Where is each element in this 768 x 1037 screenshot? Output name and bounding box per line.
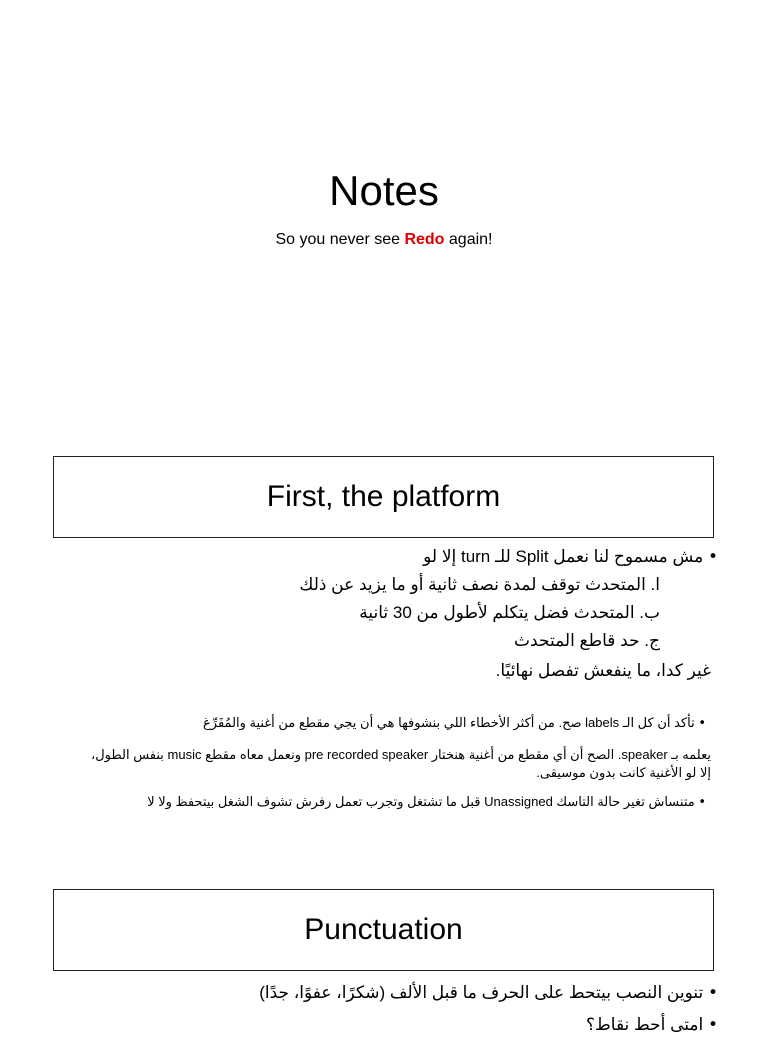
- punctuation-tanween-bullet: • تنوين النصب بيتحط على الحرف ما قبل الألف (شكرًا، عفوًا، جدًا): [259, 983, 718, 1003]
- labels-note-continued-2: إلا لو الأغنية كانت بدون موسيقى.: [536, 765, 711, 780]
- section-heading-punctuation: Punctuation: [53, 889, 714, 971]
- labels-note: • تأكد أن كل الـ labels صح. من أكثر الأخطاء اللي بنشوفها هي أن يجي مقطع من أغنية والمُفَرِّغ: [203, 715, 706, 731]
- subtitle-text-before: So you never see: [275, 231, 405, 248]
- bullet-icon: •: [707, 983, 718, 1003]
- subtitle-accent-word: Redo: [404, 231, 445, 248]
- page-subtitle: [0, 229, 768, 251]
- labels-note-continued-1: يعلمه بـ speaker. الصح أن أي مقطع من أغنية هنختار pre recorded speaker ونعمل معاه مقطع music بنفس الطول،: [91, 747, 711, 762]
- punctuation-periods-bullet: • امتى أحط نقاط؟: [586, 1015, 718, 1035]
- bullet-icon: •: [707, 1015, 718, 1035]
- platform-condition-a: ا. المتحدث توقف لمدة نصف ثانية أو ما يزيد عن ذلك: [299, 575, 660, 594]
- subtitle-text-after: again!: [444, 231, 493, 248]
- bullet-icon: •: [698, 795, 706, 810]
- platform-condition-b: ب. المتحدث فضل يتكلم لأطول من 30 ثانية: [359, 603, 660, 622]
- bullet-icon: •: [698, 716, 706, 731]
- platform-main-bullet: • مش مسموح لنا نعمل Split للـ turn إلا لو: [423, 547, 718, 567]
- page-title: Notes: [329, 167, 439, 214]
- bullet-icon: •: [707, 547, 718, 567]
- unassigned-note: • متنساش تغير حالة التاسك Unassigned قبل ما تشتغل وتجرب تعمل رفرش تشوف الشغل بيتحفظ ولا لا: [147, 794, 706, 810]
- platform-closing-line: غير كدا، ما ينفعش تفصل نهائيًا.: [495, 661, 711, 680]
- platform-condition-c: ج. حد قاطع المتحدث: [514, 631, 660, 650]
- section-heading-platform: First, the platform: [53, 456, 714, 538]
